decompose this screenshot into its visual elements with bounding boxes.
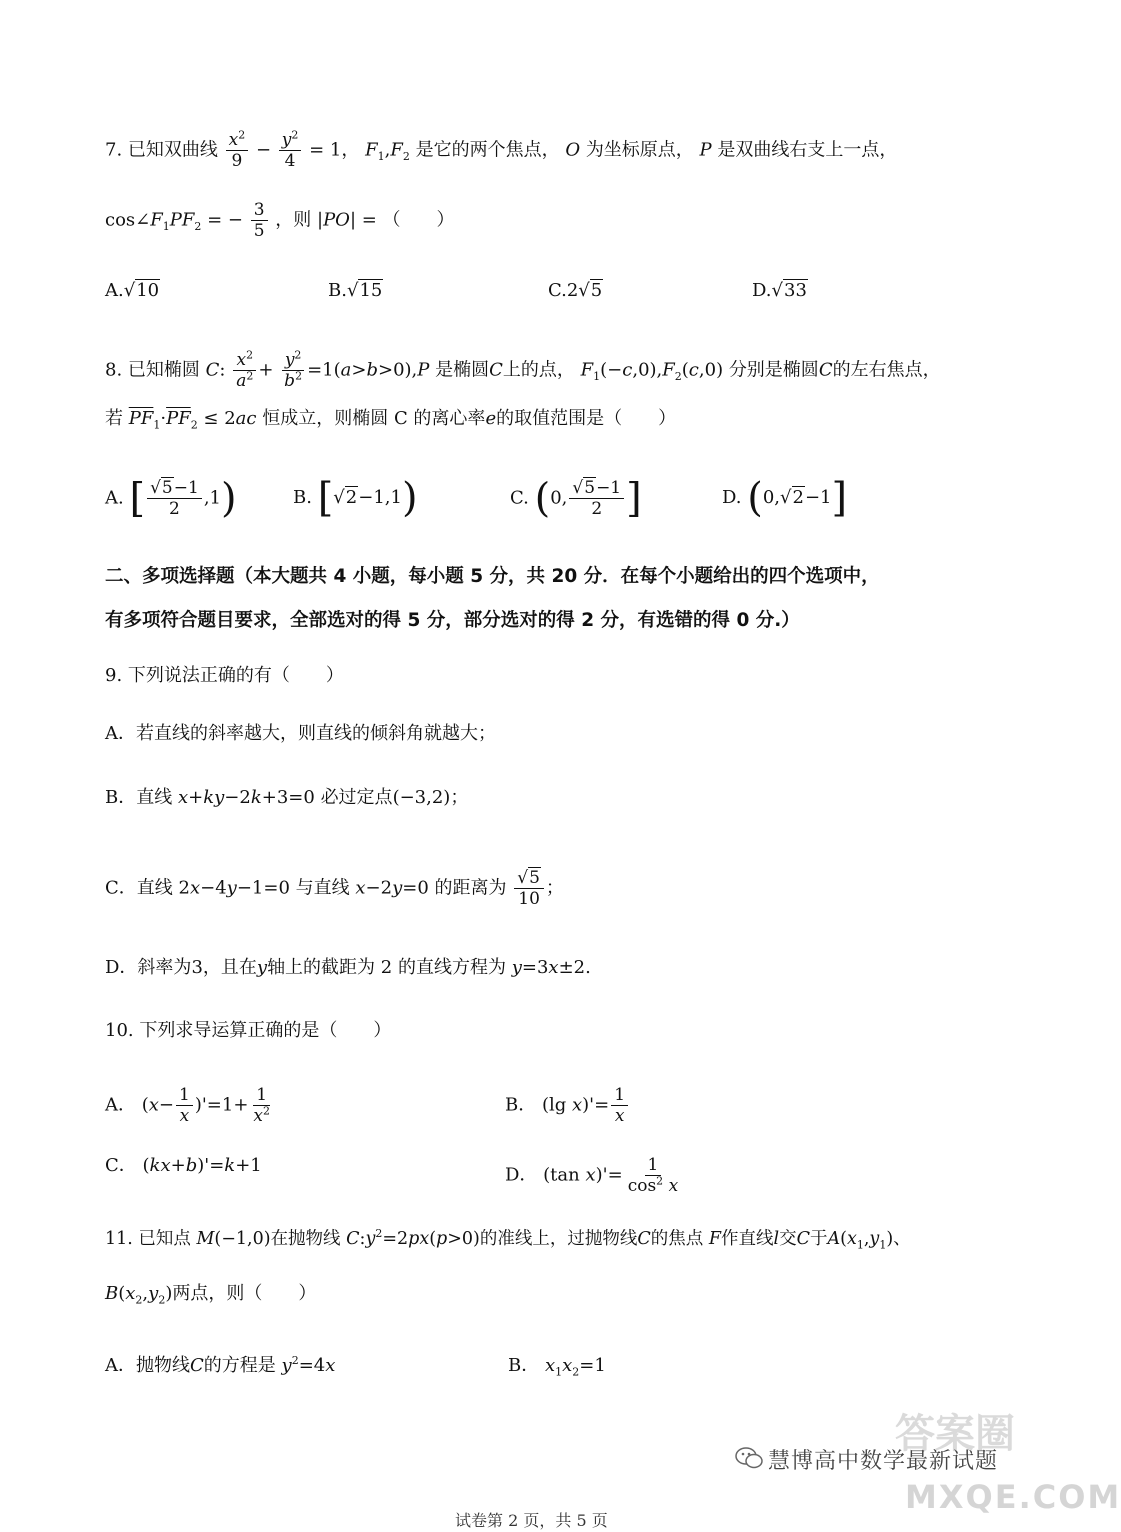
q11-tail3: 作直线 xyxy=(721,1229,774,1249)
q8-line1: 8. 已知椭圆 C: $\frac{x^2}{a^2}$ + $\frac{y^2}{b^2}$ =1(a>b>0),P 是椭圆C上的点， $F_1(-c,0),F_2(c,0)$ 分别是椭圆C的左右焦点， xyxy=(105,348,941,391)
q8-option-c: C. (0, $\frac{√5-1}{2}$ ] xyxy=(510,475,642,522)
option-label: C. xyxy=(548,280,567,301)
q8-line2: 若 $\overline{PF}_1\cdot\overline{PF}_2 \le 2ac$ 恒成立，则椭圆 C 的离心率e的取值范围是（ ） xyxy=(105,408,677,432)
q11-lead: 11. 已知点 xyxy=(105,1229,191,1249)
q8-tail: 分别是椭圆 xyxy=(728,359,819,381)
q8-option-b: B. [√2−1,1) xyxy=(293,475,418,521)
q7-lead: 7. 已知双曲线 xyxy=(105,139,218,161)
option-label: D． xyxy=(505,1164,538,1186)
q11-line2: $B(x_2,y_2)$两点，则（ ） xyxy=(105,1283,317,1307)
option-lead: A．抛物线 xyxy=(105,1355,190,1376)
q10-option-b: B． (lg x)'= $\frac{1}{x}$ xyxy=(505,1085,630,1126)
q7-frac-x: $\frac{x^2}{9}$ xyxy=(226,130,249,171)
option-label: C. xyxy=(510,487,529,509)
q10-stem: 10. 下列求导运算正确的是（ ） xyxy=(105,1020,392,1041)
option-label: D. xyxy=(722,487,742,508)
q9-option-c: C．直线 2x−4y−1=0 与直线 x−2y=0 的距离为 $\frac{√5}{10}$ ； xyxy=(105,868,564,909)
q11-l2-tail: 两点，则（ ） xyxy=(172,1283,317,1304)
q7-option-d: D.√33 xyxy=(752,280,807,301)
q7-frac-y: $\frac{y^2}{4}$ xyxy=(279,130,302,171)
q7-eq: = 1 xyxy=(309,139,342,161)
option-lead: B．直线 xyxy=(105,787,173,808)
q8-option-d: D. (0,√2−1] xyxy=(722,475,848,521)
q7-option-a: A.√10 xyxy=(105,280,160,301)
q7-blank: （ ） xyxy=(382,209,455,231)
option-tail: 的距离为 xyxy=(434,877,507,899)
page-footer: 试卷第 2 页，共 5 页 xyxy=(455,1511,608,1530)
q11-tail5: 于 xyxy=(810,1229,828,1249)
option-end: ； xyxy=(545,877,564,899)
q8-l2-mid: 恒成立，则椭圆 C 的离心率 xyxy=(262,408,486,429)
watermark-text: 慧博高中数学最新试题 xyxy=(768,1449,999,1474)
q8-frac-b: $\frac{y^2}{b^2}$ xyxy=(281,350,305,391)
q8-end: 的左右焦点， xyxy=(832,359,941,381)
q11-tail2: 的焦点 xyxy=(650,1229,704,1249)
q8-mid: 是椭圆 xyxy=(435,359,490,381)
q10-option-a: A． (x− $\frac{1}{x}$ )'=1+ $\frac{1}{x^2}$ xyxy=(105,1085,271,1126)
q11-tail: 的准线上，过抛物线 xyxy=(479,1229,638,1249)
watermark-site: MXQE.COM xyxy=(905,1478,1121,1516)
q9-option-a: A．若直线的斜率越大，则直线的倾斜角就越大； xyxy=(105,723,496,744)
q7-origin: 为坐标原点， xyxy=(585,139,694,161)
q8-frac-a: $\frac{x^2}{a^2}$ xyxy=(233,350,256,391)
section2-heading-line1: 二、多项选择题（本大题共 4 小题，每小题 5 分，共 20 分．在每个小题给出的四个选项中， xyxy=(105,566,880,587)
option-label: A. xyxy=(105,487,124,509)
option-label: B. xyxy=(328,280,347,301)
option-label: B． xyxy=(505,1094,537,1116)
q8-l2-lead: 若 xyxy=(105,408,123,429)
option-mid2: 轴上的截距为 2 的直线方程为 xyxy=(267,957,506,978)
option-label: B. xyxy=(293,487,312,508)
q7-option-b: B.√15 xyxy=(328,280,383,301)
q7-option-c: C.2√5 xyxy=(548,280,603,301)
option-mid: ，且在 xyxy=(202,957,257,978)
option-label: D. xyxy=(752,280,772,301)
option-label: A． xyxy=(105,1094,136,1116)
q7-frac-35: $\frac{3}{5}$ xyxy=(251,200,268,241)
q8-l2-tail: 的取值范围是（ ） xyxy=(496,408,677,429)
q7-line2: $\cos\angle F_1PF_2$ = − $\frac{3}{5}$ ，则 |PO| = （ ） xyxy=(105,200,455,241)
q11-mid: 在抛物线 xyxy=(270,1229,341,1249)
q7-line1: 7. 已知双曲线 $\frac{x^2}{9}$ − $\frac{y^2}{4}$ = 1， $F_1,F_2$ 是它的两个焦点， O 为坐标原点， P 是双曲线右支上一点， xyxy=(105,128,898,171)
option-end: . xyxy=(585,957,591,978)
q11-line1: 11. 已知点 M(−1,0)在抛物线 $C:y^2=2px(p>0)$的准线上，过抛物线C的焦点 F作直线l交C于$A(x_1,y_1)$、 xyxy=(105,1227,911,1252)
option-mid: 的方程是 xyxy=(203,1355,276,1376)
wechat-icon xyxy=(735,1446,763,1470)
option-mid: 必过定点 xyxy=(320,787,393,808)
option-mid: 与直线 xyxy=(295,877,350,899)
option-lead: C．直线 xyxy=(105,877,173,899)
q7-foci: 是它的两个焦点， xyxy=(415,139,560,161)
q9-option-d: D．斜率为3，且在y轴上的截距为 2 的直线方程为 y=3x±2. xyxy=(105,957,591,978)
q7-then: ，则 xyxy=(275,209,312,231)
q7-point: 是双曲线右支上一点， xyxy=(717,139,898,161)
q11-option-a: A．抛物线C的方程是 $y^2=4x$ xyxy=(105,1354,336,1376)
q9-stem: 9. 下列说法正确的有（ ） xyxy=(105,665,344,686)
option-label: C． xyxy=(105,1155,137,1176)
option-label: B． xyxy=(508,1355,540,1376)
q8-lead: 8. 已知椭圆 xyxy=(105,359,200,381)
q11-tail4: 交 xyxy=(779,1229,797,1249)
q10-option-c: C． (kx+b)'=k+1 xyxy=(105,1155,262,1176)
q9-option-b: B．直线 x+ky−2k+3=0 必过定点(−3,2)； xyxy=(105,787,469,808)
option-lead: D．斜率为 xyxy=(105,957,192,978)
q8-pt: 上的点， xyxy=(502,359,575,381)
watermark-brand: 答案圈 xyxy=(895,1411,1015,1457)
option-label: A. xyxy=(105,280,124,301)
option-end: ； xyxy=(450,787,469,808)
q8-option-a: A. [ $\frac{√5-1}{2}$ ,1) xyxy=(105,475,237,522)
section2-heading-line2: 有多项符合题目要求，全部选对的得 5 分，部分选对的得 2 分，有选错的得 0 分.） xyxy=(105,610,800,631)
q10-option-d: D． (tan x)'= $\frac{1}{\cos^2 x}$ xyxy=(505,1155,679,1196)
q11-option-b: B． $x_1x_2=1$ xyxy=(508,1355,606,1379)
